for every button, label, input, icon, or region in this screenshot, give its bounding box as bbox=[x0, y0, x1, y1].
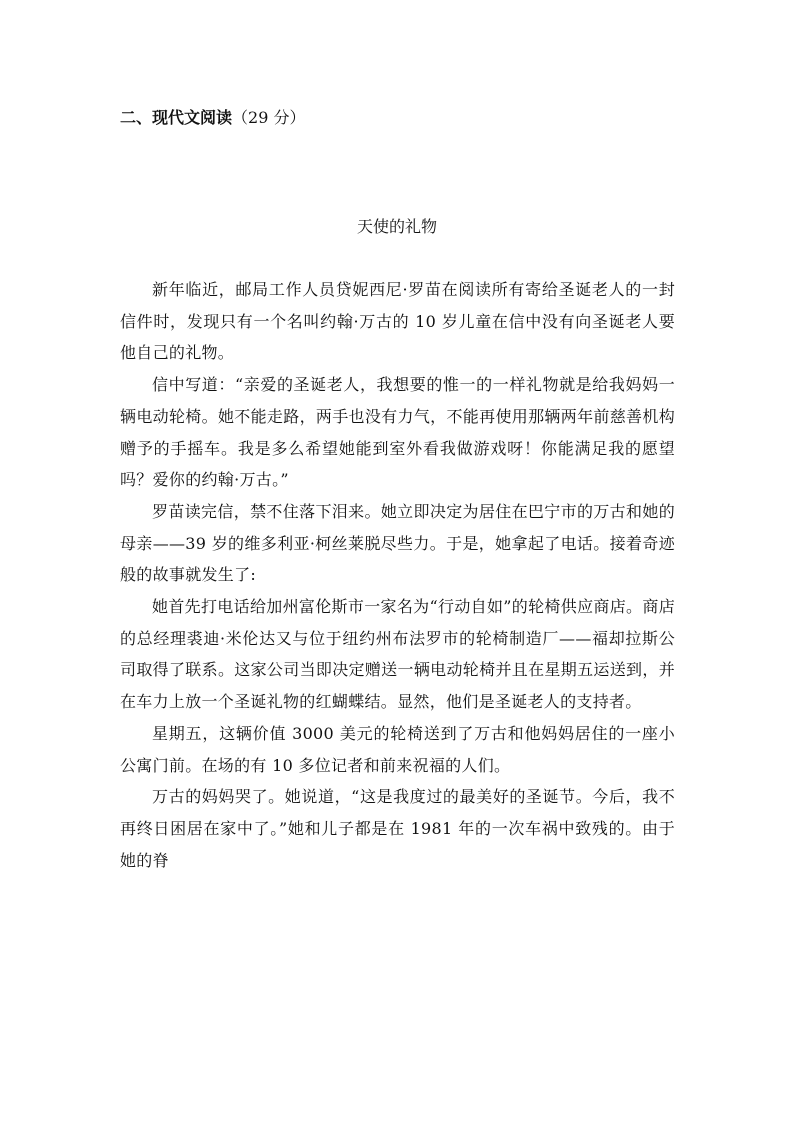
section-heading bbox=[120, 107, 305, 129]
article-paragraph: 罗苗读完信，禁不住落下泪来。她立即决定为居住在巴宁市的万古和她的母亲——39 岁的维多利亚·柯丝莱脱尽些力。于是，她拿起了电话。接着奇迹般的故事就发生了: bbox=[120, 501, 675, 585]
article-paragraph: 新年临近，邮局工作人员贷妮西尼·罗苗在阅读所有寄给圣诞老人的一封信件时，发现只有一个名叫约翰·万古的 10 岁儿童在信中没有向圣诞老人要他自己的礼物。 bbox=[120, 280, 675, 363]
article-paragraph: 万古的妈妈哭了。她说道，“这是我度过的最美好的圣诞节。今后，我不再终日困居在家中了。”她和儿子都是在 1981 年的一次车祸中致残的。由于她的脊 bbox=[120, 787, 675, 870]
article-paragraph: 信中写道：“亲爱的圣诞老人，我想要的惟一的一样礼物就是给我妈妈一辆电动轮椅。她不能走路，两手也没有力气，不能再使用那辆两年前慈善机构赠予的手摇车。我是多么希望她能到室外看我做游戏呀！你能满足我的愿望吗？爱你的约翰·万古。” bbox=[120, 375, 675, 490]
section-heading-score: （29 分） bbox=[232, 108, 306, 127]
article-paragraph: 星期五，这辆价值 3000 美元的轮椅送到了万古和他妈妈居住的一座小公寓门前。在场的有 10 多位记者和前来祝福的人们。 bbox=[120, 723, 675, 775]
article-paragraph: 她首先打电话给加州富伦斯市一家名为“行动自如”的轮椅供应商店。商店的总经理裘迪·米伦达又与位于纽约州布法罗市的轮椅制造厂——福却拉斯公司取得了联系。这家公司当即决定赠送一辆电动轮椅并且在星期五运送到，并在车力上放一个圣诞礼物的红蝴蝶结。显然，他们是圣诞老人的支持者。 bbox=[120, 597, 675, 712]
article-title: 天使的礼物 bbox=[356, 217, 437, 236]
article-body bbox=[120, 274, 675, 876]
section-heading-label: 二、现代文阅读 bbox=[120, 108, 233, 127]
